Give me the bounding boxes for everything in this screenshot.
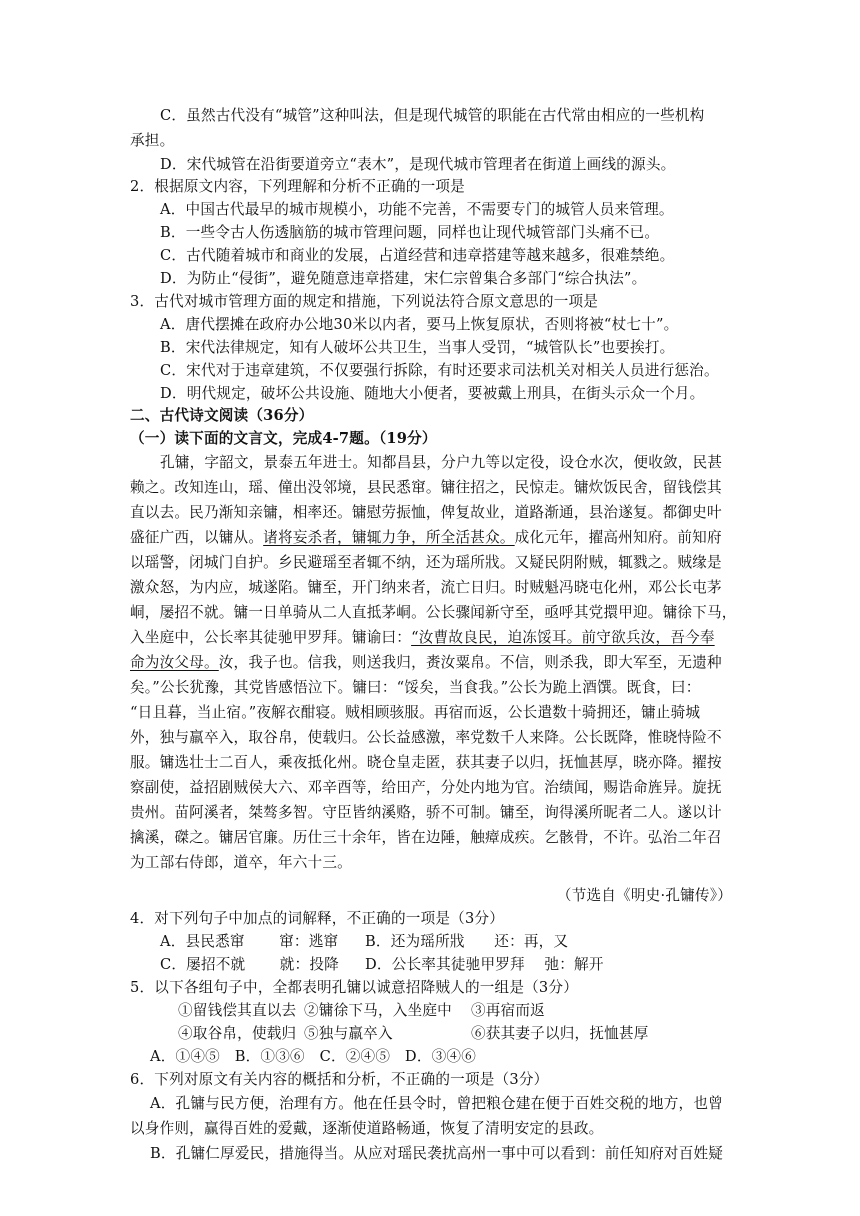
passage-line: 矣。”公长犹豫，其党皆感悟泣下。镛曰：“馁矣，当食我。”公长为跪上酒馔。既食，曰： — [130, 679, 701, 696]
q4-option-c: C．屡招不就 就：投降 — [160, 956, 339, 973]
passage-line: “日且暮，当止宿。”夜解衣酣寝。贼相顾骇服。再宿而返，公长遣数十骑拥还，镛止骑城 — [130, 704, 701, 721]
q2-option-b: B．一些令古人伤透脑筋的城市管理问题，同样也让现代城管部门头痛不已。 — [160, 224, 660, 241]
passage-text: 盛征广西，以镛从。 — [130, 529, 264, 546]
q5-choices: A．①④⑤ B．①③⑥ C．②④⑤ D．③④⑥ — [150, 1048, 477, 1065]
q4-option-d: D．公长率其徒驰甲罗拜 弛：解开 — [365, 956, 604, 973]
q5-items-row1 — [178, 1001, 545, 1021]
q3-stem: 3．古代对城市管理方面的规定和措施，下列说法符合原文意思的一项是 — [130, 293, 599, 310]
q2-option-c: C．古代随着城市和商业的发展，占道经营和违章搭建等越来越多，很难禁绝。 — [160, 247, 675, 264]
q3-option-c: C．宋代对于违章建筑，不仅要强行拆除，有时还要求司法机关对相关人员进行惩治。 — [160, 362, 719, 379]
passage-line: 为工部右侍郎，道卒，年六十三。 — [130, 854, 352, 871]
passage-text: 入坐庭中，公长率其徒驰甲罗拜。镛谕曰： — [130, 629, 412, 646]
underlined-sentence-2b: 命为汝父母。 — [130, 654, 219, 671]
passage-line: 以瑶警，闭城门自护。乡民避瑶至者辄不纳，还为瑶所戕。又疑民阴附贼，辄戮之。贼缘是 — [130, 554, 722, 571]
passage-line: 赖之。改知连山，瑶、僮出没邻境，县民悉窜。镛往招之，民惊走。镛炊饭民舍，留钱偿其 — [130, 479, 722, 496]
q6-stem: 6．下列对原文有关内容的概括和分析，不正确的一项是（3分） — [130, 1071, 549, 1088]
q4-option-a: A．县民悉窜 窜：逃窜 — [160, 933, 339, 950]
passage-line — [130, 628, 715, 648]
q5-item-5: ⑤独与羸卒入 — [304, 1025, 393, 1042]
passage-line: 服。镛选壮士二百人，乘夜抵化州。晓仓皇走匿，获其妻子以归，抚恤甚厚，晓亦降。擢按 — [130, 754, 722, 771]
passage-text: 成化元年，擢高州知府。前知府 — [514, 529, 722, 546]
q5-item-1: ①留钱偿其直以去 — [178, 1002, 297, 1019]
section2-subheading: （一）读下面的文言文，完成4-7题。（19分） — [130, 430, 437, 447]
section2-heading: 二、古代诗文阅读（36分） — [130, 407, 314, 424]
passage-line: 擒溪，磔之。镛居官廉。历仕三十余年，皆在边陲，触瘴成疾。乞骸骨，不许。弘治二年召 — [130, 829, 722, 846]
q6-option-a-line2: 以身作则，赢得百姓的爱戴，逐渐使道路畅通，恢复了清明安定的县政。 — [130, 1120, 604, 1137]
passage-line — [130, 653, 722, 673]
q2-stem: 2．根据原文内容，下列理解和分析不正确的一项是 — [130, 178, 465, 195]
passage-line: 外，独与羸卒入，取谷帛，使载归。公长益感激，率党数千人来降。公长既降，惟晓恃险不 — [130, 729, 722, 746]
q4-option-b: B．还为瑶所戕 还：再，又 — [365, 933, 569, 950]
q5-items-row2 — [178, 1024, 649, 1044]
q3-option-b: B．宋代法律规定，知有人破坏公共卫生，当事人受罚，“城管队长”也要挨打。 — [160, 339, 675, 356]
passage-line: 贵州。苗阿溪者，桀骜多智。守臣皆纳溪赂，骄不可制。镛至，询得溪所昵者二人。遂以计 — [130, 804, 722, 821]
passage-line: 孔镛，字韶文，景泰五年进士。知都昌县，分户九等以定役，设仓水次，便收敛，民甚 — [160, 454, 723, 471]
q5-item-6: ⑥获其妻子以归，抚恤甚厚 — [471, 1025, 649, 1042]
passage-line: 察副使，益招剧贼侯大六、邓辛酉等，给田产，分处内地为官。治绩闻，赐诰命旌异。旋抚 — [130, 779, 722, 796]
passage-text: 汝，我子也。信我，则送我归，赉汝粟帛。不信，则杀我，即大军至，无遗种 — [218, 654, 722, 671]
q4-options-row2 — [160, 955, 604, 975]
passage-source: （节选自《明史·孔镛传》） — [556, 887, 732, 904]
q6-option-b-line1: B．孔镛仁厚爱民，措施得当。从应对瑶民袭扰高州一事中可以看到：前任知府对百姓疑 — [150, 1145, 724, 1162]
q5-stem: 5．以下各组句子中，全都表明孔镛以诚意招降贼人的一组是（3分） — [130, 979, 578, 996]
q1-option-c-line1: C．虽然古代没有“城管”这种叫法，但是现代城管的职能在古代常由相应的一些机构 — [160, 107, 705, 124]
q2-option-a: A．中国古代最早的城市规模小，功能不完善，不需要专门的城管人员来管理。 — [160, 201, 674, 218]
q4-stem: 4．对下列句子中加点的词解释，不正确的一项是（3分） — [130, 910, 505, 927]
q5-item-3: ③再宿而返 — [471, 1002, 545, 1019]
q2-option-d: D．为防止“侵街”，避免随意违章搭建，宋仁宗曾集合多部门“综合执法”。 — [160, 270, 647, 287]
passage-line: 峒，屡招不就。镛一日单骑从二人直抵茅峒。公长骤闻新守至，亟呼其党擐甲迎。镛徐下马， — [130, 604, 737, 621]
passage-line: 激众怒，为内应，城遂陷。镛至，开门纳来者，流亡日归。时贼魁冯晓屯化州，邓公长屯茅 — [130, 579, 722, 596]
q1-option-c-line2: 承担。 — [130, 132, 175, 149]
underlined-sentence-2a: “汝曹故良民，迫冻馁耳。前守欲兵汝，吾今奉 — [411, 629, 715, 646]
passage-line: 直以去。民乃渐知亲镛，相率还。镛慰劳振恤，俾复故业，道路渐通，县治遂复。都御史叶 — [130, 504, 722, 521]
q5-item-2: ②镛徐下马，入坐庭中 — [304, 1002, 452, 1019]
q6-option-a-line1: A．孔镛与民方便，治理有方。他在任县令时，曾把粮仓建在便于百姓交税的地方，也曾 — [150, 1095, 723, 1112]
passage-line — [130, 528, 722, 548]
q3-option-d: D．明代规定，破坏公共设施、随地大小便者，要被戴上刑具，在街头示众一个月。 — [160, 385, 705, 402]
q3-option-a: A．唐代摆摊在政府办公地30米以内者，要马上恢复原状，否则将被“杖七十”。 — [160, 316, 679, 333]
q1-option-d: D．宋代城管在沿街要道旁立“表木”，是现代城市管理者在街道上画线的源头。 — [160, 156, 676, 173]
q4-options-row1 — [160, 932, 568, 952]
underlined-sentence-1: 诸将妄杀者，镛辄力争，所全活甚众。 — [263, 529, 515, 546]
q5-item-4: ④取谷帛，使载归 — [178, 1025, 297, 1042]
